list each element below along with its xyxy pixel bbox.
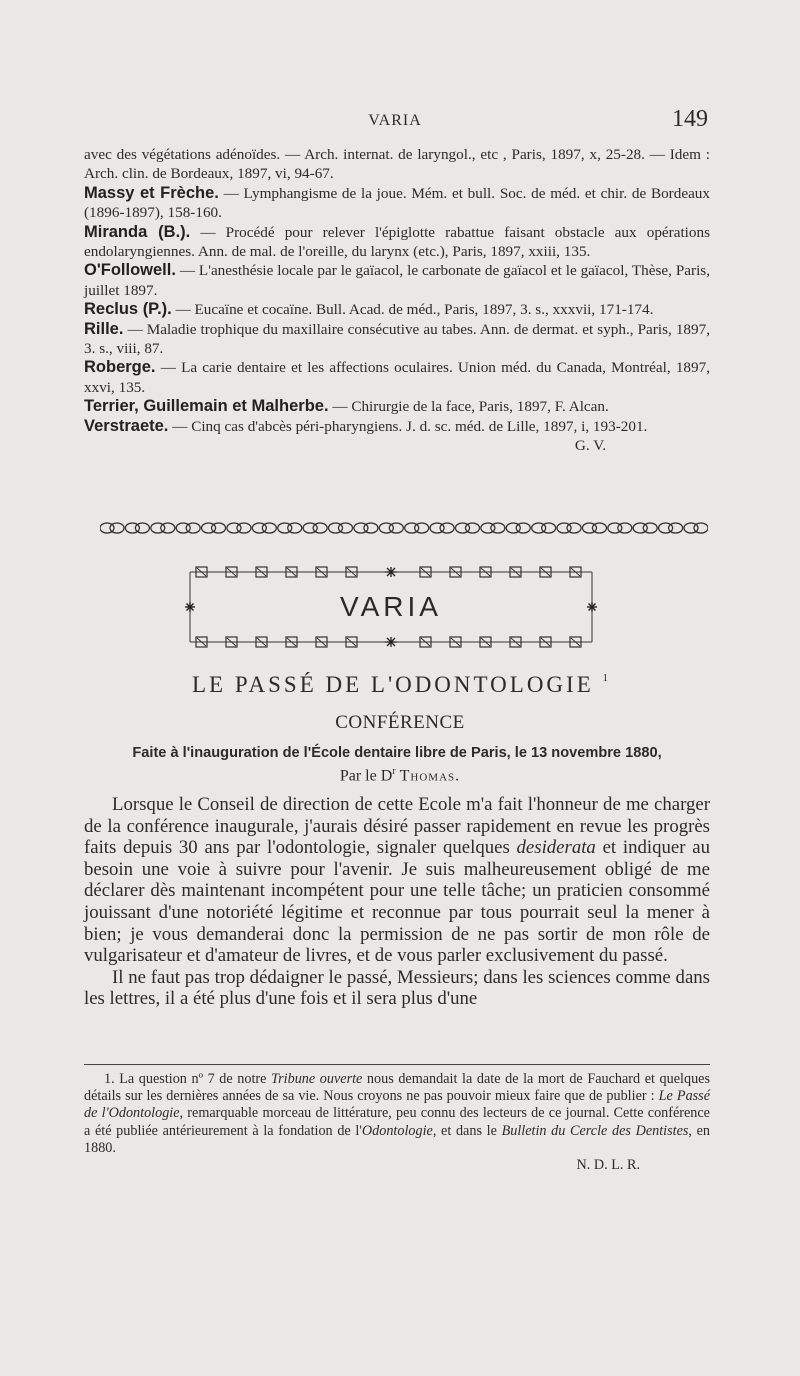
bibliography-author: Verstraete. xyxy=(84,416,169,435)
page-number: 149 xyxy=(672,106,708,132)
ornament-knot xyxy=(303,523,327,533)
ornament-knot xyxy=(633,523,657,533)
bibliography-text: — L'anesthésie locale par le gaïacol, le carbonate de gaïacol et le gaïacol, Thèse, Paris, juillet 1897. xyxy=(84,262,710,299)
byline-prefix: Par le D xyxy=(339,767,393,785)
ornament-knot xyxy=(379,523,403,533)
ornament-knot xyxy=(405,523,429,533)
footnote-rule xyxy=(84,1064,710,1065)
footnote-text: 1. La question nº 7 de notre Tribune ouverte nous demandait la date de la mort de Fauchard et quelques détails sur les dernières années de sa vie. Nous croyons ne pas pouvoir mieux faire que de publier : Le Passé de l'Odontologie, remarquable morceau de littérature, peu connu des lecteurs de ce journal. Cette conférence a été publiée antérieurement à la fondation de l'Odontologie, et dans le Bulletin du Cercle des Dentistes, en 1880. xyxy=(84,1071,711,1156)
bibliography-author: Massy et Frèche. xyxy=(84,183,219,202)
bibliography-author: Miranda (B.). xyxy=(84,222,191,241)
ornament-knot xyxy=(151,523,175,533)
running-head xyxy=(82,106,708,136)
frame-star xyxy=(385,567,397,577)
bibliography-author: Roberge. xyxy=(84,358,156,377)
ornament-knot xyxy=(176,523,200,533)
ornament-row xyxy=(100,519,708,537)
bibliography-author: Reclus (P.). xyxy=(84,300,172,319)
ornament-knot xyxy=(608,523,632,533)
ornament-knot xyxy=(278,523,302,533)
article-paragraph: Lorsque le Conseil de direction de cette Ecole m'a fait l'honneur de me charger de la conférence inaugurale, j'aurais désiré passer rapidement en revue les progrès faits depuis 30 ans par l'odontologie, signaler quelques desiderata et indiquer au besoin une voie à suivre pour l'avenir. Je suis malheureusement obligé de me déclarer dès maintenant incompétent pour une telle tâche; un praticien consommé jouissant d'une notoriété légitime et reconnue par tous pourrait seul la mener à bien; je vous demanderai donc la permission de ne pas sortir de mon rôle de vulgarisateur et d'amateur de livres, et de vous parler exclusivement du passé. xyxy=(84,794,710,967)
bibliography-entry xyxy=(84,416,710,455)
ornament-knot xyxy=(582,523,606,533)
bibliography-text: — Procédé pour relever l'épiglotte rabattue faisant obstacle aux opérations endolaryngiennes. Ann. de mal. de l'oreille, du larynx (etc.), Paris, 1897, xxiii, 135. xyxy=(84,223,710,261)
bibliography-text: — Lymphangisme de la joue. Mém. et bull. Soc. de méd. et chir. de Bordeaux (1896-1897), 158-160. xyxy=(84,184,710,222)
article-paragraph: Il ne faut pas trop dédaigner le passé, Messieurs; dans les sciences comme dans les lettres, il a été plus d'une fois et il sera plus d'une xyxy=(84,966,710,1010)
ornament-knot xyxy=(481,523,505,533)
bibliography-author: Rille. xyxy=(84,319,124,338)
bibliography-text: — La carie dentaire et les affections oculaires. Union méd. du Canada, Montréal, 1897, xxvi, 135. xyxy=(84,359,710,396)
bibliography-entry xyxy=(84,320,710,359)
byline-author: Thomas. xyxy=(399,767,461,785)
bibliography-entry xyxy=(84,145,710,184)
bibliography-text: — Cinq cas d'abcès péri-pharyngiens. J. d. sc. méd. de Lille, 1897, i, 193-201. xyxy=(168,417,648,435)
bibliography-author: Terrier, Guillemain et Malherbe. xyxy=(84,397,329,416)
ornament-knot xyxy=(252,523,276,533)
bibliography-entry xyxy=(84,261,710,300)
bibliography-entry xyxy=(84,223,710,262)
bibliography-text: avec des végétations adénoïdes. — Arch. internat. de laryngol., etc , Paris, 1897, x, 25-28. — Idem : Arch. clin. de Bordeaux, 1897, vi, 94-67. xyxy=(84,146,710,183)
bibliography-text: — Eucaïne et cocaïne. Bull. Acad. de méd., Paris, 1897, 3. s., xxxvii, 171-174. xyxy=(171,301,654,319)
ornament-knot xyxy=(329,523,353,533)
article-occasion: Faite à l'inauguration de l'École dentaire libre de Paris, le 13 novembre 1880, xyxy=(132,745,662,761)
ornament-knot xyxy=(455,523,479,533)
article-subtitle: CONFÉRENCE xyxy=(335,712,465,733)
ornament-knot xyxy=(202,523,226,533)
bibliography-list xyxy=(84,145,710,456)
bibliography-author: O'Followell. xyxy=(84,261,176,280)
footnote-reference: 1 xyxy=(602,672,609,684)
section-frame xyxy=(182,560,600,652)
ornament-knot xyxy=(557,523,581,533)
ornament-knot xyxy=(684,523,708,533)
bibliography-entry xyxy=(84,397,710,416)
article-title-text: LE PASSÉ DE L'ODONTOLOGIE xyxy=(191,672,594,697)
bibliography-entry xyxy=(84,358,710,397)
ornament-knot xyxy=(430,523,454,533)
article-byline xyxy=(0,766,800,785)
article-body xyxy=(84,794,710,1010)
bibliography-entry xyxy=(84,300,710,319)
bibliography-text: — Chirurgie de la face, Paris, 1897, F. Alcan. xyxy=(328,398,609,416)
ornament-knot xyxy=(532,523,556,533)
bibliography-text: — Maladie trophique du maxillaire consécutive au tabes. Ann. de dermat. et syph., Paris, 1897, 3. s., viii, 87. xyxy=(84,320,710,358)
ornament-knot xyxy=(354,523,378,533)
ornament-knot xyxy=(227,523,251,533)
bibliography-signature: G. V. xyxy=(574,437,606,455)
byline-sup: r xyxy=(392,766,396,777)
frame-star xyxy=(385,637,397,647)
footnote xyxy=(84,1071,710,1174)
ornament-knot xyxy=(506,523,530,533)
section-title: VARIA xyxy=(340,591,442,622)
ornament-knot xyxy=(100,523,124,533)
footnote-signature: N. D. L. R. xyxy=(576,1157,640,1174)
article-title xyxy=(0,672,800,698)
running-title: VARIA xyxy=(368,112,422,129)
ornament-knot xyxy=(659,523,683,533)
bibliography-entry xyxy=(84,184,710,223)
ornament-knot xyxy=(125,523,149,533)
